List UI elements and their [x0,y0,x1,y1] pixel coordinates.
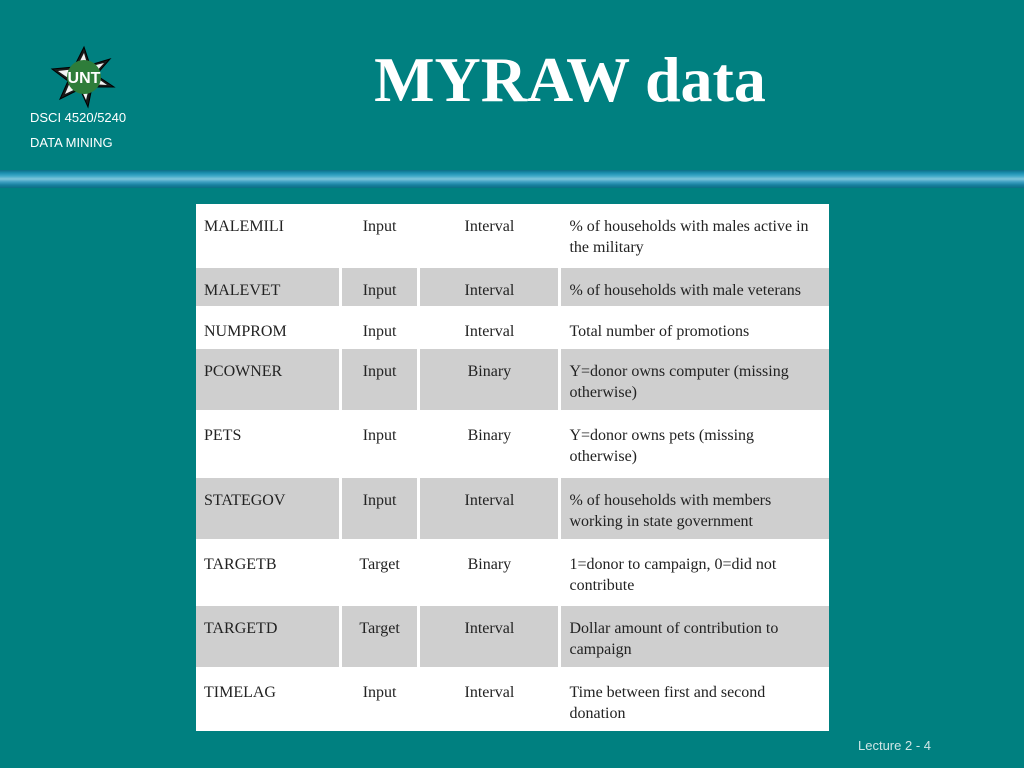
variable-description-cell: % of households with males active in the military [561,204,829,268]
table-row [196,413,829,477]
variable-description-cell: Total number of promotions [561,309,829,350]
table-row [196,670,829,731]
variable-name-cell: TIMELAG [196,670,342,731]
variable-role-cell: Input [342,670,421,731]
variable-role-cell: Input [342,413,421,477]
variable-level-cell: Binary [420,413,561,477]
table-row [196,542,829,606]
variable-level-cell: Binary [420,542,561,606]
variable-name-cell: PETS [196,413,342,477]
variable-role-cell: Target [342,606,421,670]
variable-description-cell: Y=donor owns computer (missing otherwise) [561,349,829,413]
table-row [196,268,829,309]
table-row [196,309,829,350]
variable-name-cell: STATEGOV [196,478,342,542]
variable-level-cell: Interval [420,268,561,309]
variable-name-cell: TARGETB [196,542,342,606]
header-divider [0,170,1024,188]
course-name: DATA MINING [30,135,113,150]
variable-description-cell: Dollar amount of contribution to campaign [561,606,829,670]
slide-number: Lecture 2 - 4 [858,738,931,753]
variable-role-cell: Input [342,268,421,309]
variable-role-cell: Input [342,349,421,413]
variable-name-cell: MALEMILI [196,204,342,268]
variable-description-cell: Y=donor owns pets (missing otherwise) [561,413,829,477]
table-row [196,204,829,268]
table-row [196,478,829,542]
unt-logo [50,45,118,109]
variable-level-cell: Interval [420,309,561,350]
variable-role-cell: Input [342,478,421,542]
variable-name-cell: MALEVET [196,268,342,309]
variable-description-cell: Time between first and second donation [569,684,766,723]
variable-level-cell: Interval [420,478,561,542]
table-row [196,349,829,413]
slide-title: MYRAW data [374,44,766,115]
variable-level-cell: Interval [420,670,561,731]
logo-text: UNT [67,70,101,87]
table-row [196,606,829,670]
variables-table [196,204,829,731]
variables-table-container [196,204,829,731]
variable-level-cell: Binary [420,349,561,413]
variable-level-cell: Interval [420,606,561,670]
variable-name-cell: PCOWNER [196,349,342,413]
variable-role-cell: Input [342,204,421,268]
variable-level-cell: Interval [420,204,561,268]
variable-description-cell: % of households with male veterans [561,268,829,309]
variable-role-cell: Input [342,309,421,350]
course-code: DSCI 4520/5240 [30,110,127,125]
variable-description-cell: 1=donor to campaign, 0=did not contribute [561,542,829,606]
variable-name-cell: NUMPROM [196,309,342,350]
variable-name-cell: TARGETD [196,606,342,670]
variable-description-cell: % of households with members working in state government [561,478,829,542]
variable-role-cell: Target [342,542,421,606]
